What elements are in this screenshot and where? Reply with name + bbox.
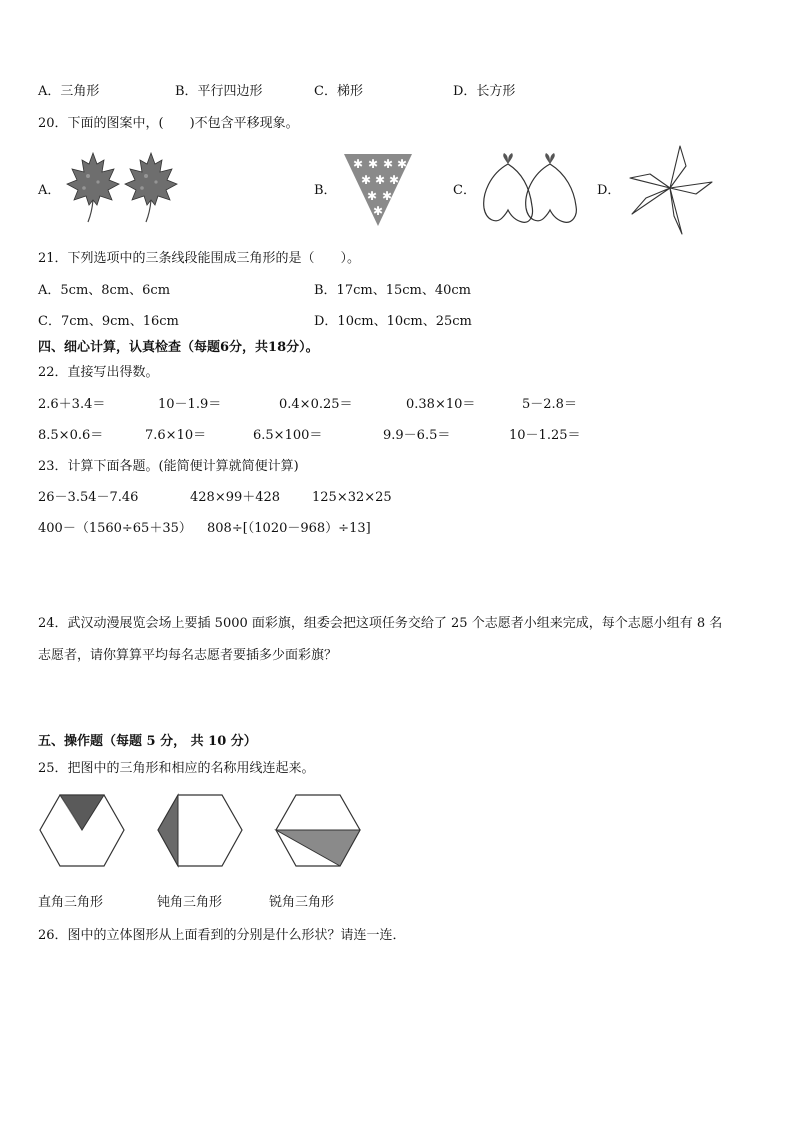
svg-text:✱: ✱: [366, 189, 378, 203]
q22-item: 6.5×100＝: [253, 428, 323, 443]
q20-label-c: C．: [453, 183, 476, 198]
q21-option-c: C．7cm、9cm、16cm: [38, 314, 179, 329]
svg-text:✱: ✱: [382, 157, 394, 171]
section-5-title: 五、操作题（每题 5 分， 共 10 分）: [38, 734, 257, 749]
q20-label-a: A．: [38, 183, 61, 198]
q23-item: 125×32×25: [312, 490, 392, 505]
star-triangle-icon: [342, 152, 414, 228]
q21-stem: 21．下列选项中的三条线段能围成三角形的是（ ）。: [38, 251, 361, 266]
q21-option-b: B．17cm、15cm、40cm: [314, 283, 472, 298]
svg-text:✱: ✱: [388, 173, 400, 187]
q22-item: 10－1.25＝: [509, 428, 581, 443]
q24-line-2: 志愿者，请你算算平均每名志愿者要插多少面彩旗？: [38, 648, 338, 663]
q22-item: 8.5×0.6＝: [38, 428, 104, 443]
q22-item: 5－2.8＝: [522, 397, 577, 412]
svg-text:✱: ✱: [352, 157, 364, 171]
q22-item: 9.9－6.5＝: [383, 428, 451, 443]
q22-item: 2.6＋3.4＝: [38, 397, 106, 412]
q22-item: 10－1.9＝: [158, 397, 222, 412]
fruit-pair-icon: [480, 150, 582, 228]
q26-stem: 26．图中的立体图形从上面看到的分别是什么形状？请连一连．: [38, 928, 406, 943]
q21-option-d: D．10cm、10cm、25cm: [314, 314, 472, 329]
svg-text:✱: ✱: [360, 173, 372, 187]
q22-item: 0.38×10＝: [406, 397, 476, 412]
svg-text:✱: ✱: [367, 157, 379, 171]
q19-option-a: A．三角形: [38, 84, 100, 99]
svg-text:✱: ✱: [396, 157, 408, 171]
q24-line-1: 24．武汉动漫展览会场上要插 5000 面彩旗，组委会把这项任务交给了 25 个志愿者小组来完成，每个志愿小组有 8 名: [38, 616, 723, 631]
q25-name-obtuse-triangle: 钝角三角形: [157, 895, 223, 910]
svg-text:✱: ✱: [372, 204, 384, 218]
hexagon-triangle-figure-1: [38, 792, 126, 870]
q21-option-a: A．5cm、8cm、6cm: [38, 283, 171, 298]
pinwheel-icon: [626, 144, 716, 236]
svg-text:✱: ✱: [374, 173, 386, 187]
svg-text:✱: ✱: [381, 189, 393, 203]
q19-option-d: D．长方形: [453, 84, 516, 99]
q23-stem: 23．计算下面各题。(能简便计算就简便计算): [38, 459, 299, 474]
q20-label-d: D．: [597, 183, 621, 198]
q20-stem: 20．下面的图案中，( )不包含平移现象。: [38, 116, 299, 131]
q19-option-c: C．梯形: [314, 84, 363, 99]
hexagon-triangle-figure-3: [274, 792, 362, 870]
q23-item: 808÷[（1020－968）÷13]: [207, 521, 371, 536]
q25-name-right-triangle: 直角三角形: [38, 895, 104, 910]
q23-item: 428×99＋428: [190, 490, 281, 505]
q19-option-b: B．平行四边形: [175, 84, 263, 99]
q22-item: 7.6×10＝: [145, 428, 207, 443]
section-4-title: 四、细心计算，认真检查（每题6分，共18分）。: [38, 340, 319, 355]
hexagon-triangle-figure-2: [156, 792, 244, 870]
q20-label-b: B．: [314, 183, 337, 198]
q23-item: 400－（1560÷65＋35）: [38, 521, 192, 536]
q23-item: 26－3.54－7.46: [38, 490, 139, 505]
q25-stem: 25．把图中的三角形和相应的名称用线连起来。: [38, 761, 315, 776]
q25-name-acute-triangle: 锐角三角形: [269, 895, 335, 910]
q22-stem: 22．直接写出得数。: [38, 365, 159, 380]
q22-item: 0.4×0.25＝: [279, 397, 353, 412]
maple-leaves-icon: [64, 150, 180, 224]
